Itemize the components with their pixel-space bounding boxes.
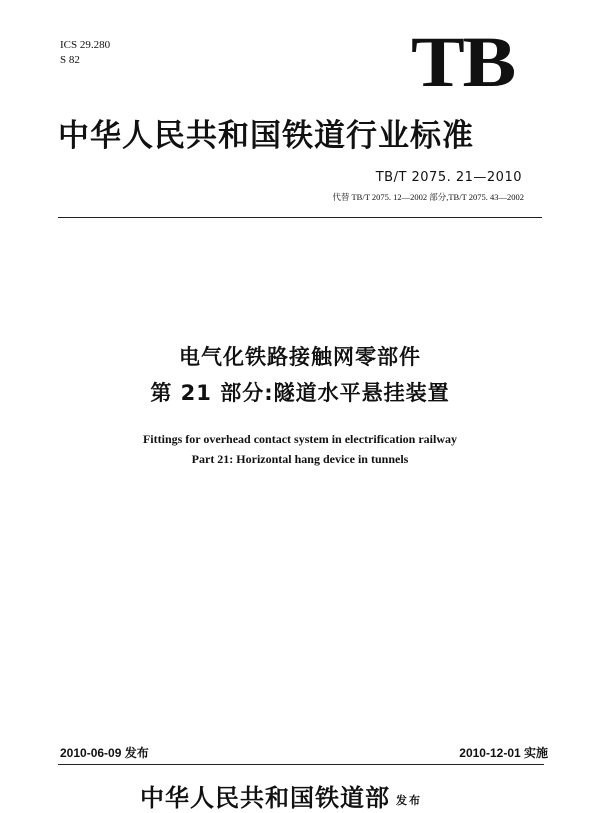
document-title-cn-line1: 电气化铁路接触网零部件 — [179, 345, 421, 369]
classification-block — [60, 38, 110, 68]
document-title-en-line1: Fittings for overhead contact system in electrification railway — [142, 432, 458, 446]
issuer-name: 中华人民共和国铁道部 — [140, 783, 390, 812]
top-divider — [58, 217, 542, 218]
document-title-cn-line2: 第 21 部分:隧道水平悬挂装置 — [150, 381, 450, 405]
standard-number: TB/T 2075. 21—2010 — [375, 170, 522, 185]
replaces-note: 代替 TB/T 2075. 12—2002 部分,TB/T 2075. 43—2002 — [332, 192, 524, 202]
issue-date: 2010-06-09 发布 — [60, 746, 149, 760]
issuer-suffix: 发布 — [396, 793, 422, 807]
bottom-divider — [58, 764, 544, 765]
document-title-en-line2: Part 21: Horizontal hang device in tunnels — [191, 452, 409, 466]
class-code: S 82 — [60, 54, 80, 66]
ics-code: ICS 29.280 — [60, 39, 111, 51]
standard-title: 中华人民共和国铁道行业标准 — [58, 118, 474, 154]
tb-logo: TB — [410, 22, 514, 102]
implementation-date: 2010-12-01 实施 — [459, 746, 548, 760]
